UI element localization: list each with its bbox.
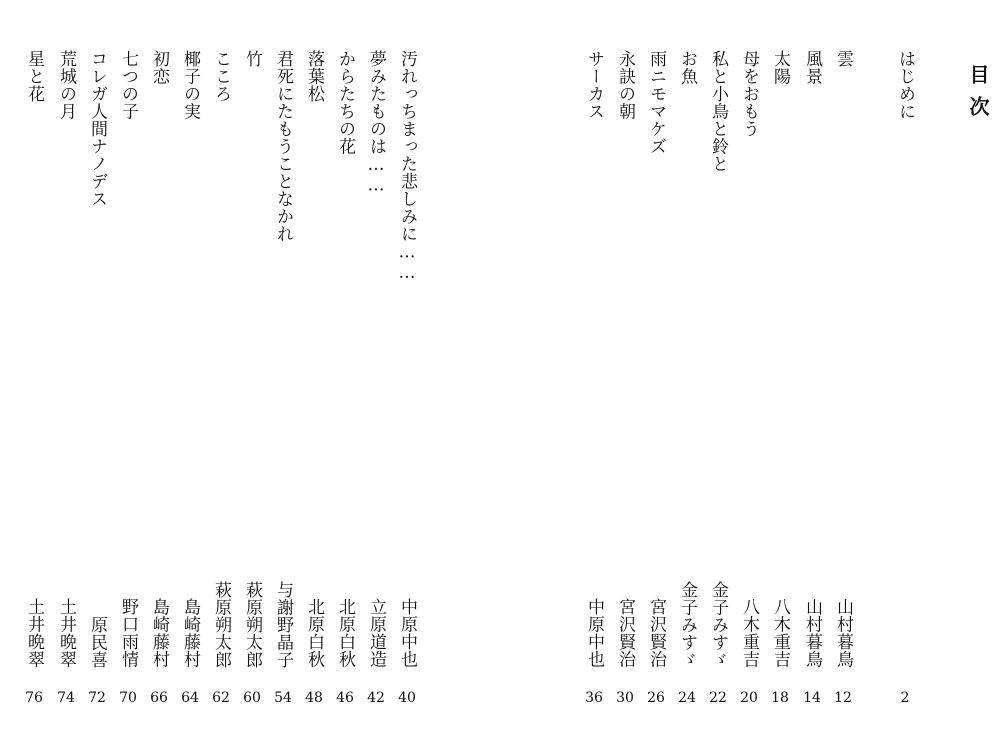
toc-entry-page-number: 30 [616, 690, 634, 706]
toc-entry-author: 立原道造 [366, 598, 386, 668]
toc-entry-title[interactable]: サーカス [584, 50, 604, 120]
toc-entry-page-number: 48 [305, 690, 323, 706]
toc-entry-title[interactable]: 荒城の月 [56, 50, 76, 120]
toc-entry[interactable] [581, 0, 607, 750]
toc-entry-title[interactable]: コレガ人間ナノデス [87, 50, 107, 208]
toc-entry-title[interactable]: 椰子の実 [180, 50, 200, 120]
toc-entry-page-number: 24 [678, 690, 696, 706]
toc-entry-page-number: 20 [740, 690, 758, 706]
toc-entry-page-number: 40 [398, 690, 416, 706]
toc-entry-page-number: 12 [834, 690, 852, 706]
toc-entry-author: 島崎藤村 [180, 598, 200, 668]
toc-entry[interactable] [892, 0, 918, 750]
toc-entry-page-number: 46 [336, 690, 354, 706]
toc-entry-author: 島崎藤村 [149, 598, 169, 668]
toc-entry[interactable] [146, 0, 172, 750]
toc-entry[interactable] [84, 0, 110, 750]
toc-entry-title[interactable]: 竹 [242, 50, 262, 68]
toc-entry-title[interactable]: 初恋 [149, 50, 169, 85]
toc-entry-page-number: 62 [212, 690, 230, 706]
toc-entry[interactable] [239, 0, 265, 750]
toc-entry[interactable] [612, 0, 638, 750]
toc-entry-title[interactable]: 母をおもう [739, 50, 759, 138]
toc-entry-author: 北原白秋 [335, 598, 355, 668]
toc-entry-title[interactable]: 夢みたものは…… [366, 50, 386, 196]
toc-entry-title[interactable]: からたちの花 [335, 50, 355, 155]
toc-entry-title[interactable]: 私と小鳥と鈴と [708, 50, 728, 173]
toc-entry[interactable] [830, 0, 856, 750]
toc-entry-page-number: 72 [88, 690, 106, 706]
toc-entry-title[interactable]: 雨ニモマケズ [646, 50, 666, 155]
toc-entry-title[interactable]: お魚 [677, 50, 697, 85]
toc-entry[interactable] [767, 0, 793, 750]
toc-entry[interactable] [363, 0, 389, 750]
toc-entry-author: 土井晩翠 [56, 598, 76, 668]
toc-entry[interactable] [21, 0, 47, 750]
toc-entry-page-number: 70 [119, 690, 137, 706]
toc-entry-title[interactable]: 星と花 [24, 50, 44, 103]
toc-entry-author: 宮沢賢治 [646, 598, 666, 668]
toc-entry-author: 土井晩翠 [24, 598, 44, 668]
toc-entry[interactable] [270, 0, 296, 750]
toc-entry-author: 中原中也 [584, 598, 604, 668]
toc-entry-page-number: 18 [771, 690, 789, 706]
toc-entry[interactable] [208, 0, 234, 750]
toc-entry-page-number: 14 [803, 690, 821, 706]
toc-entry[interactable] [799, 0, 825, 750]
toc-entry-page-number: 64 [181, 690, 199, 706]
toc-entry[interactable] [115, 0, 141, 750]
toc-entry-author: 金子みすゞ [677, 580, 697, 668]
toc-entry[interactable] [736, 0, 762, 750]
toc-entry-author: 北原白秋 [304, 598, 324, 668]
toc-entry[interactable] [394, 0, 420, 750]
toc-entry-author: 萩原朔太郎 [211, 580, 231, 668]
toc-entry-page-number: 42 [367, 690, 385, 706]
toc-entry-page-number: 36 [585, 690, 603, 706]
toc-entry-title[interactable]: 汚れっちまった悲しみに…… [397, 50, 417, 284]
toc-entry-author: 中原中也 [397, 598, 417, 668]
toc-entry-page-number: 66 [150, 690, 168, 706]
toc-entry-title[interactable]: 君死にたもうことなかれ [273, 50, 293, 243]
toc-entry-page-number: 26 [647, 690, 665, 706]
toc-entry-author: 宮沢賢治 [615, 598, 635, 668]
toc-entry[interactable] [674, 0, 700, 750]
toc-entry-page-number: 76 [25, 690, 43, 706]
toc-entry-author: 山村暮鳥 [833, 598, 853, 668]
toc-entry-title[interactable]: はじめに [895, 50, 915, 120]
toc-entry-author: 原民喜 [87, 615, 107, 668]
toc-entry[interactable] [332, 0, 358, 750]
toc-entry-title[interactable]: 七つの子 [118, 50, 138, 120]
toc-entry-author: 山村暮鳥 [802, 598, 822, 668]
toc-entry-page-number: 60 [243, 690, 261, 706]
toc-entry-author: 野口雨情 [118, 598, 138, 668]
toc-entry[interactable] [705, 0, 731, 750]
toc-entry-author: 八木重吉 [770, 598, 790, 668]
toc-entry-page-number: 74 [57, 690, 75, 706]
toc-heading: 目次 [966, 64, 990, 128]
toc-entry-title[interactable]: 雲 [833, 50, 853, 68]
toc-entry-author: 与謝野晶子 [273, 580, 293, 668]
toc-entry[interactable] [643, 0, 669, 750]
toc-entry-page-number: 54 [274, 690, 292, 706]
toc-entry-page-number: 22 [709, 690, 727, 706]
toc-entry-title[interactable]: 永訣の朝 [615, 50, 635, 120]
toc-entry-title[interactable]: 太陽 [770, 50, 790, 85]
toc-entry[interactable] [301, 0, 327, 750]
toc-entry-page-number: 2 [900, 690, 910, 706]
toc-entry-title[interactable]: 落葉松 [304, 50, 324, 103]
toc-entry-author: 八木重吉 [739, 598, 759, 668]
toc-entry-author: 萩原朔太郎 [242, 580, 262, 668]
toc-entry-author: 金子みすゞ [708, 580, 728, 668]
toc-entry[interactable] [53, 0, 79, 750]
toc-entry-title[interactable]: 風景 [802, 50, 822, 85]
toc-entry[interactable] [177, 0, 203, 750]
toc-entry-title[interactable]: こころ [211, 50, 231, 103]
